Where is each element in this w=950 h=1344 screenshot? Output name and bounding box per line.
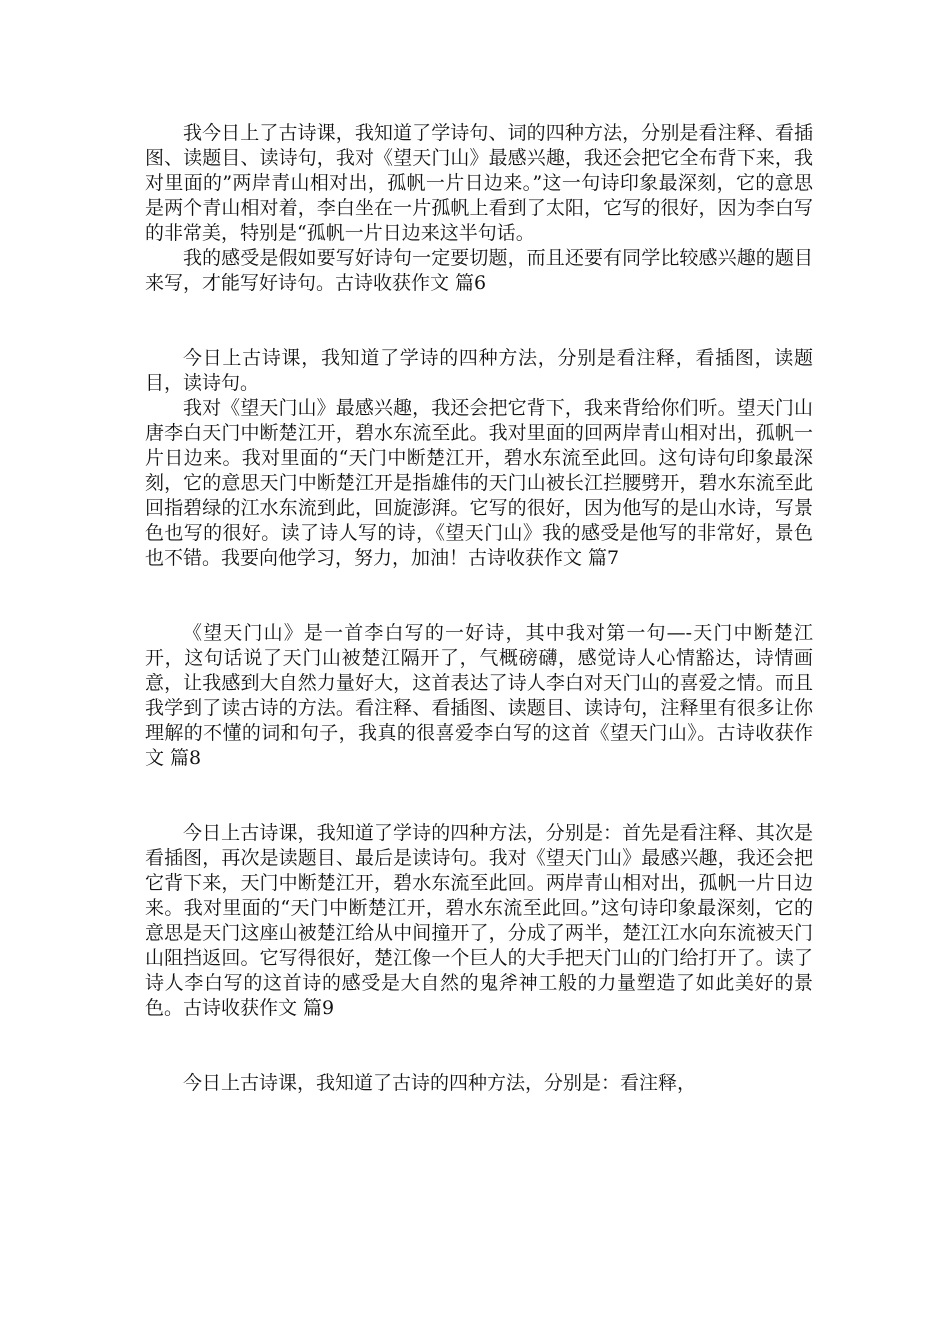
paragraph-2: 我的感受是假如要写好诗句一定要切题，而且还要有同学比较感兴趣的题目来写，才能写好诗句。古诗收获作文 篇6 xyxy=(145,247,813,294)
section-gap xyxy=(145,1021,813,1071)
paragraph-6: 今日上古诗课，我知道了学诗的四种方法，分别是：首先是看注释、其次是看插图，再次是读题目、最后是读诗句。我对《望天门山》最感兴趣，我还会把它背下来，天门中断楚江开，碧水东流至此回。两岸青山相对出，孤帆一片日边来。我对里面的“天门中断楚江开，碧水东流至此回。”这句诗印象最深刻，它的意思是天门这座山被楚江给从中间撞开了，分成了两半，楚江江水向东流被天门山阻挡返回。它写得很好，楚江像一个巨人的大手把天门山的门给打开了。读了诗人李白写的这首诗的感受是大自然的鬼斧神工般的力量塑造了如此美好的景色。古诗收获作文 篇9 xyxy=(145,822,813,1019)
section-gap xyxy=(145,771,813,821)
paragraph-3: 今日上古诗课，我知道了学诗的四种方法，分别是看注释，看插图，读题目，读诗句。 xyxy=(145,347,813,394)
paragraph-4: 我对《望天门山》最感兴趣，我还会把它背下，我来背给你们听。望天门山唐李白天门中断楚江开，碧水东流至此。我对里面的回两岸青山相对出，孤帆一片日边来。我对里面的“天门中断楚江开，碧水东流至此回。这句诗句印象最深刻，它的意思天门中断楚江开是指雄伟的天门山被长江拦腰劈开，碧水东流至此回指碧绿的江水东流到此，回旋澎湃。它写的很好，因为他写的是山水诗，写景色也写的很好。读了诗人写的诗，《望天门山》我的感受是他写的非常好，景色也不错。我要向他学习，努力，加油！古诗收获作文 篇7 xyxy=(145,397,813,569)
section-gap xyxy=(145,296,813,346)
section-gap xyxy=(145,571,813,621)
paragraph-1: 我今日上了古诗课，我知道了学诗句、词的四种方法，分别是看注释、看插图、读题目、读诗句，我对《望天门山》最感兴趣，我还会把它全布背下来，我对里面的”两岸青山相对出，孤帆一片日边来。”这一句诗印象最深刻，它的意思是两个青山相对着，李白坐在一片孤帆上看到了太阳，它写的很好，因为李白写的非常美，特别是“孤帆一片日边来这半句话。 xyxy=(145,122,813,244)
paragraph-7: 今日上古诗课，我知道了古诗的四种方法，分别是：看注释， xyxy=(183,1072,697,1094)
document-body xyxy=(145,121,813,1096)
paragraph-5: 《望天门山》是一首李白写的一好诗，其中我对第一句—-天门中断楚江开，这句话说了天门山被楚江隔开了，气概磅礴，感觉诗人心情豁达，诗情画意，让我感到大自然力量好大，这首表达了诗人李白对天门山的喜爱之情。而且我学到了读古诗的方法。看注释、看插图、读题目、读诗句，注释里有很多让你理解的不懂的词和句子，我真的很喜爱李白写的这首《望天门山》。古诗收获作文 篇8 xyxy=(145,622,813,769)
